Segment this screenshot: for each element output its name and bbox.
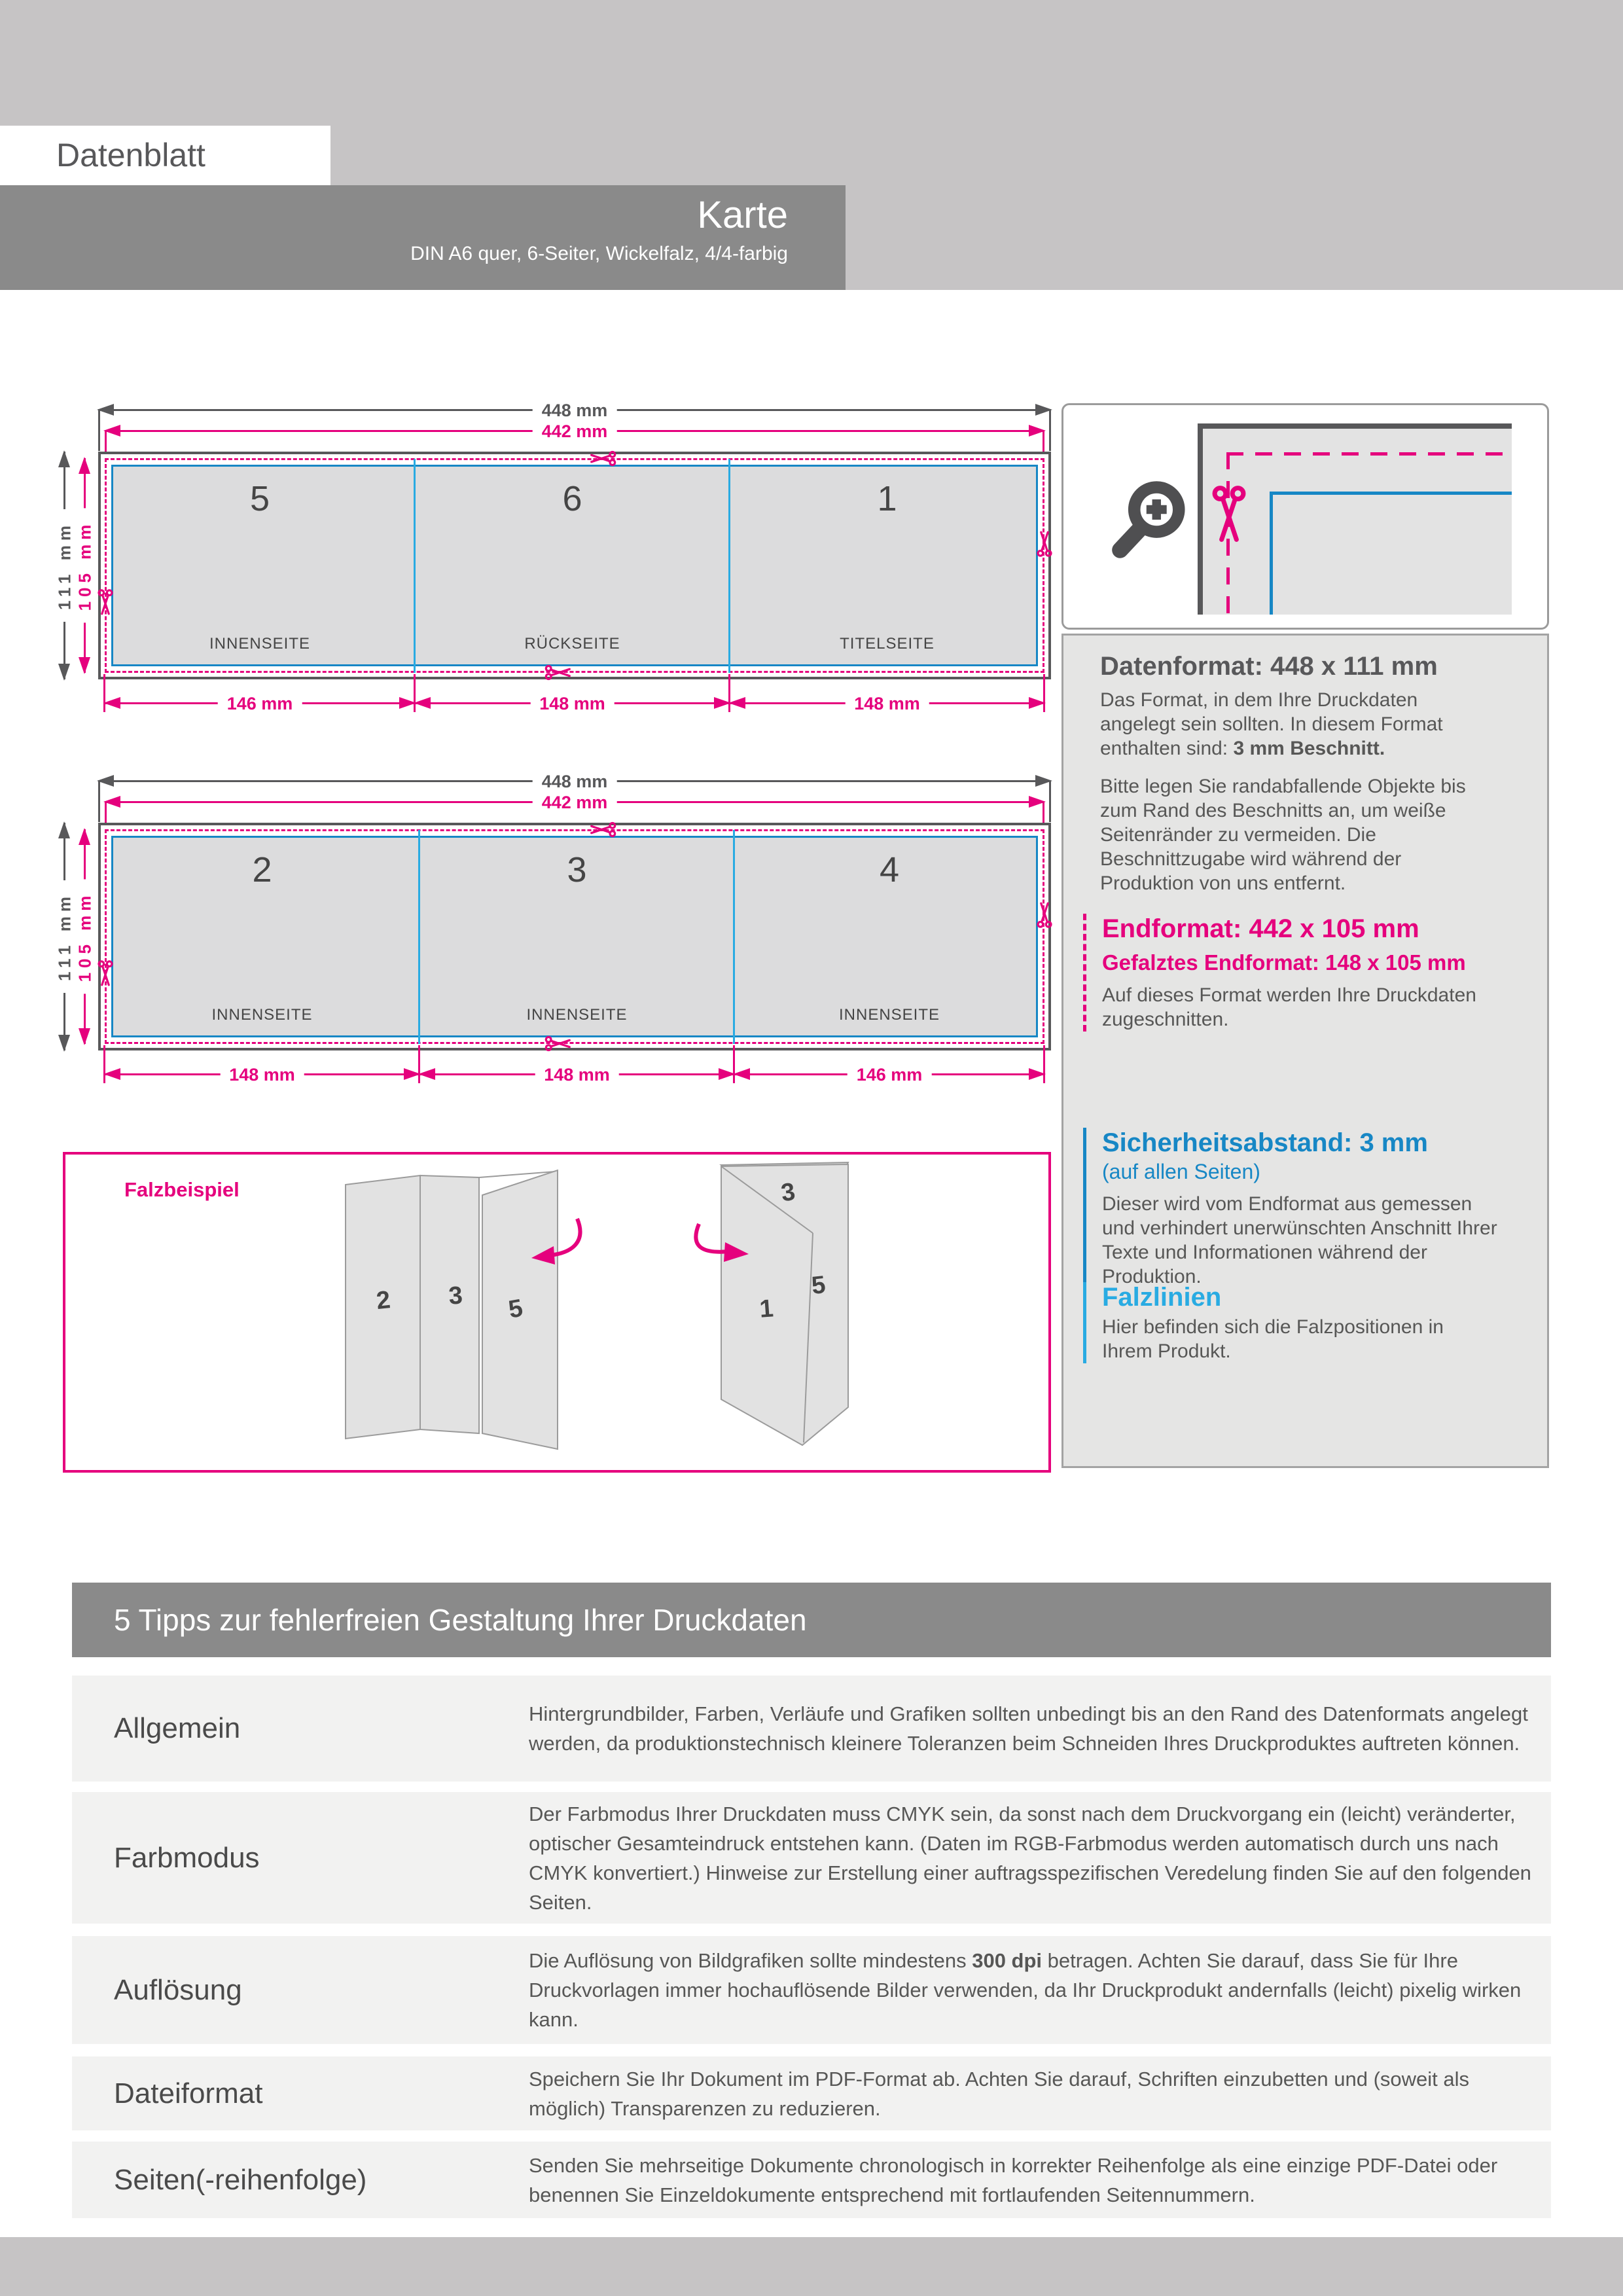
panel-label: INNENSEITE: [838, 1006, 940, 1024]
dim-datenformat-width: [98, 772, 1051, 791]
dim-endformat-height: [75, 829, 95, 1044]
section-body: Dieser wird vom Endformat aus gemessen und verhindert unerwünschten Anschnitt Ihrer Texte und Informationen während der Produktion.: [1102, 1193, 1497, 1287]
fold-example-title: Falzbeispiel: [124, 1178, 240, 1201]
dim-endformat-height: [75, 458, 95, 673]
scissors-icon: [1211, 485, 1247, 545]
dim-label: 105 mm: [75, 509, 96, 623]
fold-panel-number: 5: [810, 1271, 827, 1300]
dim-label: 448 mm: [533, 401, 617, 420]
product-banner: [0, 185, 846, 290]
dim-label: 148 mm: [220, 1065, 304, 1085]
sheet-title: Datenblatt: [56, 137, 205, 173]
tip-row-aufloesung: [72, 1936, 1551, 2044]
tip-label: Auflösung: [114, 1973, 242, 2006]
panel-label: INNENSEITE: [209, 635, 311, 653]
tip-label: Farbmodus: [114, 1841, 260, 1874]
dim-endformat-width: [105, 793, 1044, 812]
tip-text: Speichern Sie Ihr Dokument im PDF-Format ab. Achten Sie darauf, Schriften einzubetten und (soweit als möglich) Transparenzen zu reduzieren.: [529, 2067, 1470, 2120]
scissors-icon: [98, 589, 114, 617]
tip-label: Dateiformat: [114, 2077, 263, 2109]
extension-line: [98, 781, 100, 822]
product-title: Karte: [697, 194, 788, 236]
footer-band: [0, 2237, 1623, 2296]
tip-text: Senden Sie mehrseitige Dokumente chronologisch in korrekter Reihenfolge als eine einzige PDF-Datei oder benennen Sie Einzeldokumente entsprechend mit fortlaufenden Seitennummern.: [529, 2153, 1498, 2206]
tip-text: Die Auflösung von Bildgrafiken sollte mindestens 300 dpi betragen. Achten Sie darauf, dass Sie für Ihre Druckvorlagen immer hochauflösende Bilder verwenden, da Ihr Druckprodukt andernfalls (leicht) pixelig wirken kann.: [529, 1949, 1522, 2031]
panel-number: 3: [567, 850, 587, 889]
dim-label: 146 mm: [847, 1065, 932, 1085]
section-body: Das Format, in dem Ihre Druckdaten angelegt sein sollten. In diesem Format enthalten sind: 3 mm Beschnitt.: [1100, 689, 1443, 759]
dim-panel-3: [730, 694, 1044, 713]
scissors-icon: [589, 821, 616, 838]
section-body: Hier befinden sich die Falzpositionen in Ihrem Produkt.: [1102, 1316, 1444, 1362]
section-subtitle: Gefalztes Endformat: 148 x 105 mm: [1102, 950, 1466, 975]
scissors-icon: [1037, 530, 1053, 558]
dim-panel-3: [734, 1065, 1044, 1085]
section-beschnitt-hinweis: [1100, 774, 1493, 895]
section-body: Bitte legen Sie randabfallende Objekte bis zum Rand des Beschnitts an, um weiße Seitenränder zu vermeiden. Die Beschnittzugabe wird während der Produktion von uns entfernt.: [1100, 776, 1466, 894]
fold-panel-number: 3: [779, 1177, 797, 1208]
dim-label: 148 mm: [535, 1065, 619, 1085]
diagram-outside: [54, 401, 1060, 730]
dim-panel-1: [105, 1065, 419, 1085]
tip-label: Allgemein: [114, 1712, 241, 1744]
dim-label: 448 mm: [533, 772, 617, 791]
extension-line: [1049, 410, 1051, 451]
panel-label: TITELSEITE: [840, 635, 935, 653]
dim-panel-2: [419, 1065, 734, 1085]
extension-line: [1049, 781, 1051, 822]
dim-datenformat-height: [54, 823, 75, 1050]
tip-row-farbmodus: [72, 1792, 1551, 1924]
dim-label: 442 mm: [533, 422, 617, 441]
dim-label: 111 mm: [55, 880, 75, 993]
fold-panel-number: 5: [506, 1294, 525, 1324]
magnifier-plus-icon: [1108, 477, 1194, 564]
section-title: Sicherheitsabstand: 3 mm: [1102, 1128, 1428, 1157]
datenformat-edge: [1198, 423, 1203, 615]
fold-example-illustration: [65, 1155, 1048, 1470]
dim-label: 105 mm: [75, 880, 96, 994]
safety-line: [1270, 492, 1273, 615]
safety-line: [1270, 492, 1512, 495]
product-subtitle: DIN A6 quer, 6-Seiter, Wickelfalz, 4/4-farbig: [410, 243, 788, 264]
tip-row-allgemein: [72, 1676, 1551, 1782]
section-title: Datenformat: 448 x 111 mm: [1100, 652, 1438, 681]
dim-datenformat-height: [54, 452, 75, 679]
tip-row-seitenreihenfolge: [72, 2142, 1551, 2218]
fold-example-box: [63, 1152, 1051, 1473]
corner-zoom-box: [1061, 403, 1549, 630]
dim-label: 146 mm: [218, 694, 302, 713]
section-body: Auf dieses Format werden Ihre Druckdaten zugeschnitten.: [1102, 984, 1476, 1030]
panel-number: 6: [562, 479, 582, 518]
scissors-icon: [1037, 901, 1053, 929]
fold-panel-number: 1: [758, 1295, 775, 1323]
sheet-title-box: [0, 126, 330, 185]
scissors-icon: [589, 450, 616, 467]
dim-label: 148 mm: [845, 694, 929, 713]
section-subtitle: (auf allen Seiten): [1102, 1160, 1260, 1183]
format-info-panel: [1061, 634, 1549, 1468]
dim-panel-1: [105, 694, 415, 713]
panel-number: 1: [877, 479, 897, 518]
section-datenformat: [1100, 651, 1493, 761]
datenformat-edge: [1198, 423, 1512, 429]
fold-panel-number: 3: [448, 1282, 464, 1310]
tip-row-dateiformat: [72, 2056, 1551, 2130]
dim-label: 111 mm: [55, 509, 75, 622]
dim-label: 148 mm: [530, 694, 615, 713]
dim-panel-2: [415, 694, 730, 713]
panel-number: 2: [252, 850, 272, 889]
panel-label: RÜCKSEITE: [524, 635, 620, 653]
panel-number: 5: [249, 479, 270, 518]
extension-line: [98, 410, 100, 451]
dim-endformat-width: [105, 422, 1044, 441]
section-falzlinien: [1083, 1282, 1521, 1363]
section-sicherheitsabstand: [1083, 1128, 1531, 1289]
section-title: Falzlinien: [1102, 1283, 1222, 1312]
scissors-icon: [544, 1035, 572, 1052]
tips-banner: [72, 1583, 1551, 1657]
tip-text: Hintergrundbilder, Farben, Verläufe und Grafiken sollten unbedingt bis an den Rand des Datenformats angelegt werden, da produktionstechnisch kleinere Toleranzen beim Schneiden Ihres Druckproduktes auftreten können.: [529, 1702, 1528, 1755]
tip-label: Seiten(-reihenfolge): [114, 2163, 367, 2196]
scissors-icon: [98, 960, 114, 988]
diagram-inside: [54, 772, 1060, 1101]
section-endformat: [1083, 914, 1534, 1031]
panel-label: INNENSEITE: [211, 1006, 313, 1024]
corner-illustration: [1198, 423, 1512, 615]
fold-panel-number: 2: [375, 1286, 392, 1316]
panel-label: INNENSEITE: [526, 1006, 628, 1024]
panel-number: 4: [879, 850, 900, 889]
tip-text: Der Farbmodus Ihrer Druckdaten muss CMYK sein, da sonst nach dem Druckvorgang ein (leicht) veränderter, optischer Gesamteindruck entstehen kann. (Daten im RGB-Farbmodus werden automatisch durch uns nach CMYK konvertiert.) Hinweise zur Erstellung einer auftragsspezifischen Veredelung finden Sie auf den folgenden Seiten.: [529, 1802, 1531, 1914]
scissors-icon: [544, 664, 572, 681]
section-title: Endformat: 442 x 105 mm: [1102, 914, 1419, 943]
cut-line: [1226, 452, 1512, 456]
dim-label: 442 mm: [533, 793, 617, 812]
tips-title: 5 Tipps zur fehlerfreien Gestaltung Ihrer Druckdaten: [114, 1603, 807, 1637]
dim-datenformat-width: [98, 401, 1051, 420]
